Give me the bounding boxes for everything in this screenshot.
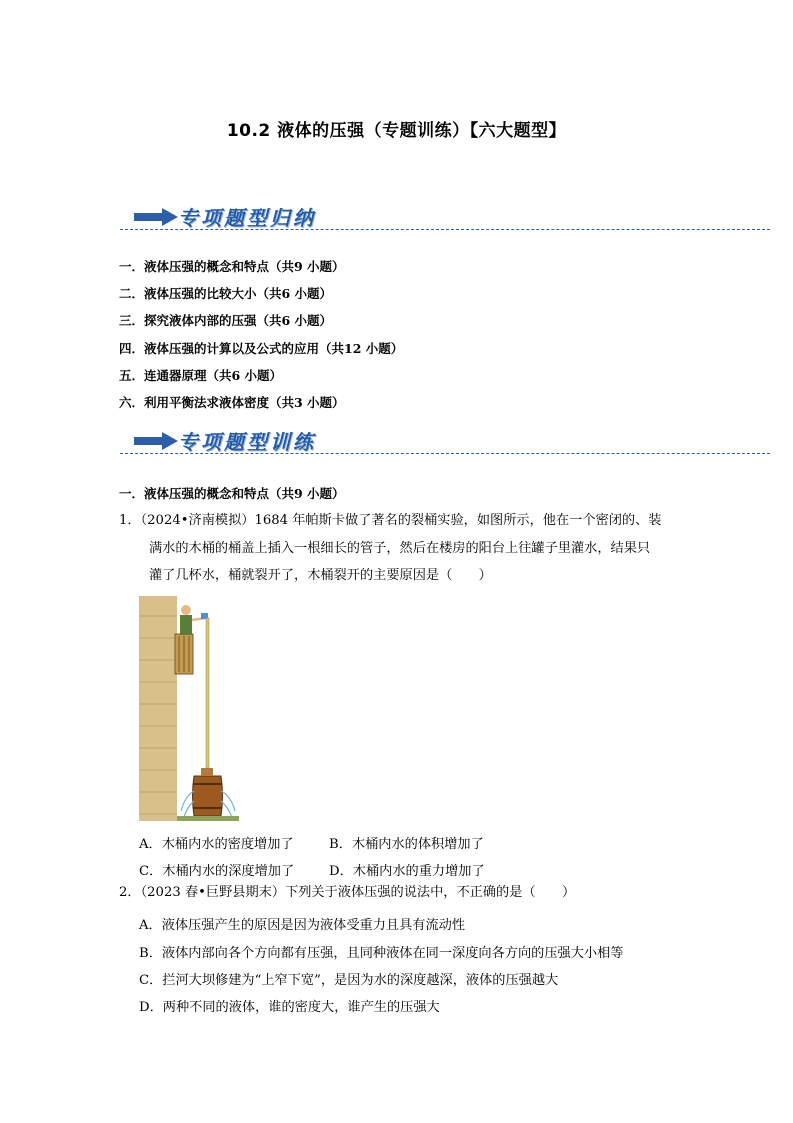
question-2-stem: 2．（2023 春•巨野县期末）下列关于液体压强的说法中，不正确的是（ ）: [119, 885, 576, 900]
section-heading: 一．液体压强的概念和特点（共9 小题）: [119, 486, 345, 501]
banner-title: 专项题型归纳: [178, 206, 316, 230]
banner-title: 专项题型训练: [178, 430, 316, 454]
topic-item: 五．连通器原理（共6 小题）: [119, 367, 283, 383]
q1-option-d: D．木桶内水的重力增加了: [329, 864, 485, 879]
q1-option-c: C．木桶内水的深度增加了: [139, 864, 295, 879]
topic-item: 三．探究液体内部的压强（共6 小题）: [119, 313, 333, 329]
question-1-line-1: 1．（2024•济南模拟）1684 年帕斯卡做了著名的裂桶实验，如图所示，他在一个密闭的、装: [119, 513, 662, 528]
section-banner-summary: [120, 200, 770, 240]
topic-item: 六．利用平衡法求液体密度（共3 小题）: [119, 394, 345, 410]
question-1-line-2: 满水的木桶的桶盖上插入一根细长的管子，然后在楼房的阳台上往罐子里灌水，结果只: [149, 541, 651, 556]
question-1-line-3: 灌了几杯水，桶就裂开了，木桶裂开的主要原因是（ ）: [149, 568, 492, 583]
dashed-divider: [120, 453, 770, 454]
topic-list: [119, 253, 403, 416]
q1-option-b: B．木桶内水的体积增加了: [329, 837, 484, 852]
dashed-divider: [120, 229, 770, 230]
q2-option-d: D．两种不同的液体，谁的密度大，谁产生的压强大: [139, 1000, 440, 1015]
section-banner-training: [120, 424, 770, 464]
pascal-barrel-illustration: [139, 596, 239, 821]
arrow-right-icon: [134, 208, 178, 226]
q1-option-a: A．木桶内水的密度增加了: [139, 837, 294, 852]
q2-option-a: A．液体压强产生的原因是因为液体受重力且具有流动性: [139, 918, 466, 933]
q2-option-b: B．液体内部向各个方向都有压强，且同种液体在同一深度向各方向的压强大小相等: [139, 946, 624, 961]
q2-option-c: C．拦河大坝修建为“上窄下宽”，是因为水的深度越深，液体的压强越大: [139, 973, 559, 988]
topic-item: 一．液体压强的概念和特点（共9 小题）: [119, 259, 345, 274]
arrow-right-icon: [134, 432, 178, 450]
topic-item: 四．液体压强的计算以及公式的应用（共12 小题）: [119, 340, 404, 356]
page-title: 10.2 液体的压强（专题训练）【六大题型】: [226, 121, 567, 141]
topic-item: 二．液体压强的比较大小（共6 小题）: [119, 286, 333, 302]
